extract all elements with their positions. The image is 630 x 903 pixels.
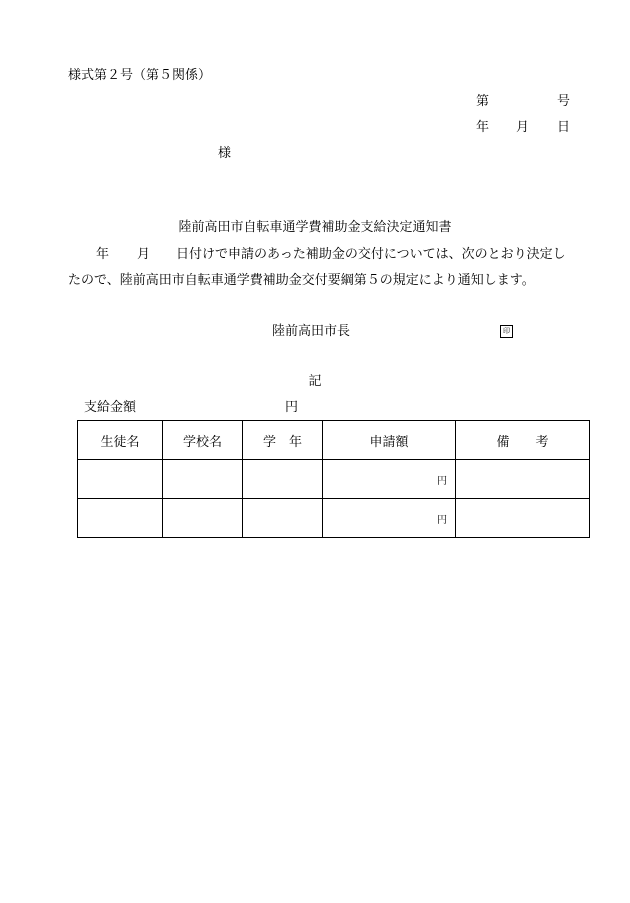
header-application-amount: 申請額 [323,421,456,460]
detail-table [77,420,590,538]
seal-mark: 印 [500,325,513,338]
cell-grade [243,499,323,538]
cell-remarks [456,499,590,538]
date-day: 日 [557,120,571,135]
cell-student-name [78,460,163,499]
body-line1-year: 年 [96,247,110,262]
form-number: 様式第２号（第５関係） [68,68,212,83]
cell-school-name [163,499,243,538]
table-row [78,460,590,499]
header-school-name: 学校名 [163,421,243,460]
cell-application-amount: 円 [323,460,456,499]
document-title: 陸前高田市自転車通学費補助金支給決定通知書 [178,220,452,235]
body-line2-text: たので、陸前高田市自転車通学費補助金交付要綱第５の規定により通知します。 [68,273,535,288]
cell-school-name [163,460,243,499]
cell-grade [243,460,323,499]
cell-application-amount: 円 [323,499,456,538]
header-grade: 学 年 [243,421,323,460]
date-year: 年 [476,120,490,135]
table-header-row [78,421,590,460]
body-line1-text: 日付けで申請のあった補助金の交付については、次のとおり決定し [176,247,566,262]
document-number-prefix: 第 [476,94,490,109]
header-student-name: 生徒名 [78,421,163,460]
body-line1-month: 月 [137,247,151,262]
ki-heading: 記 [308,374,322,389]
document-number-suffix: 号 [557,94,571,109]
payment-amount-label: 支給金額 [84,400,137,415]
issuer-mayor: 陸前高田市長 [272,324,351,339]
table-row [78,499,590,538]
date-month: 月 [516,120,530,135]
payment-amount-unit: 円 [285,400,299,415]
cell-student-name [78,499,163,538]
cell-remarks [456,460,590,499]
header-remarks: 備 考 [456,421,590,460]
recipient-honorific: 様 [218,146,232,161]
